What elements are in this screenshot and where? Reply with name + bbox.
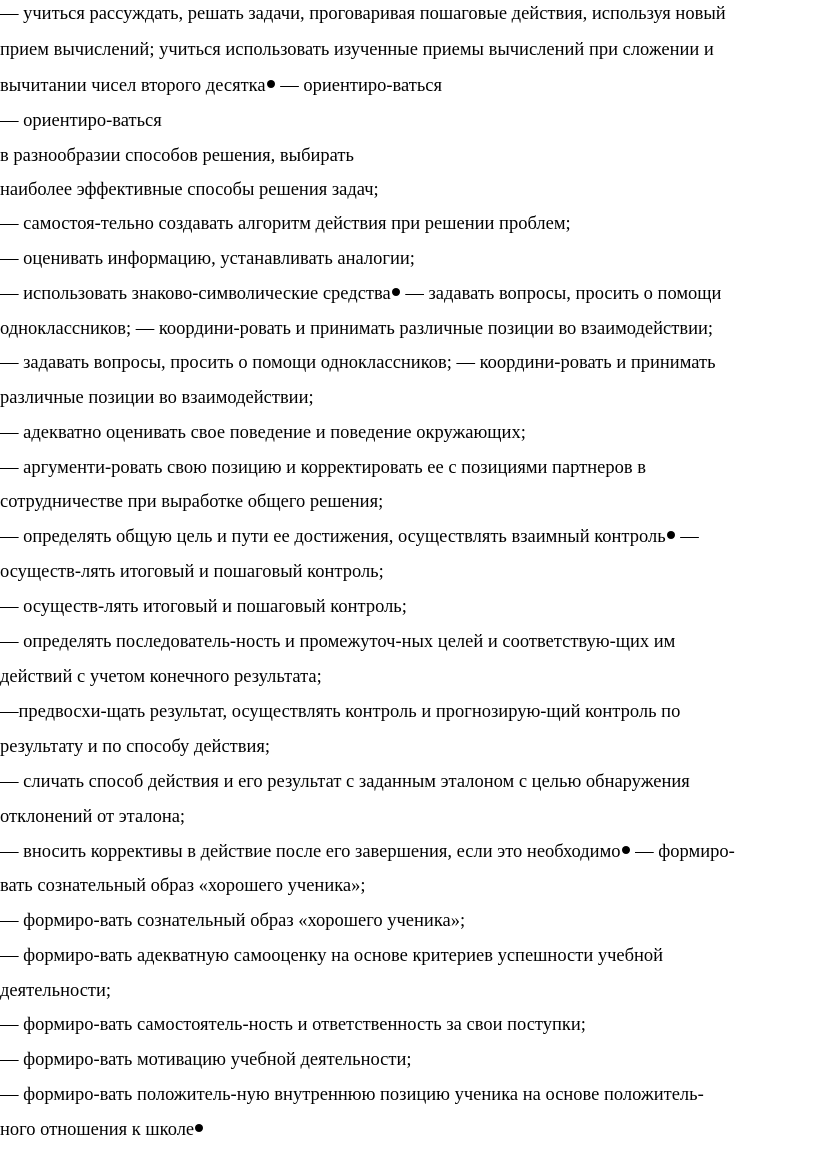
text-line	[0, 317, 713, 341]
text-line	[0, 1083, 704, 1107]
text-span: — задавать вопросы, просить о помощи одноклассников; — координи-ровать и принимать	[0, 353, 716, 373]
text-span: наиболее эффективные способы решения задач;	[0, 180, 379, 200]
text-span: — формиро-вать положитель-ную внутреннюю позицию ученика на основе положитель-	[0, 1085, 704, 1105]
text-line	[0, 74, 442, 98]
text-line	[0, 630, 675, 654]
text-line	[0, 840, 735, 864]
text-span: — ориентиро-ваться	[0, 111, 162, 131]
text-span: — задавать вопросы, просить о помощи	[400, 284, 722, 304]
bullet-dot-icon	[622, 846, 630, 854]
text-span: вычитании чисел второго десятка	[0, 76, 266, 96]
text-line	[0, 700, 680, 724]
bullet-dot-icon	[667, 531, 675, 539]
text-span: результату и по способу действия;	[0, 737, 271, 757]
text-line	[0, 1118, 204, 1142]
text-span: — использовать знаково-символические средства	[0, 284, 391, 304]
text-span: — ориентиро-ваться	[275, 76, 442, 96]
text-line	[0, 212, 571, 236]
text-span: в разнообразии способов решения, выбирать	[0, 146, 354, 166]
text-line	[0, 247, 415, 271]
text-line	[0, 560, 384, 584]
text-span: — сличать способ действия и его результат с заданным эталоном с целью обнаружения	[0, 772, 690, 792]
text-span: ного отношения к школе	[0, 1120, 195, 1140]
text-line	[0, 874, 366, 898]
text-line	[0, 805, 185, 829]
bullet-dot-icon	[195, 1124, 203, 1132]
text-line	[0, 665, 322, 689]
text-line	[0, 178, 379, 202]
text-span: действий с учетом конечного результата;	[0, 667, 322, 687]
text-span: — формиро-вать сознательный образ «хорошего ученика»;	[0, 911, 466, 931]
text-span: — самостоя-тельно создавать алгоритм действия при решении проблем;	[0, 214, 571, 234]
text-span: вать сознательный образ «хорошего ученика»;	[0, 876, 366, 896]
text-span: сотрудничестве при выработке общего решения;	[0, 492, 384, 512]
text-line	[0, 1013, 586, 1037]
text-span: — формиро-	[630, 842, 735, 862]
text-line	[0, 38, 714, 62]
text-span: — учиться рассуждать, решать задачи, проговаривая пошаговые действия, используя новый	[0, 4, 726, 24]
text-span: —предвосхи-щать результат, осуществлять контроль и прогнозирую-щий контроль по	[0, 702, 681, 722]
text-span: — адекватно оценивать свое поведение и поведение окружающих;	[0, 423, 526, 443]
text-line	[0, 144, 354, 168]
text-line	[0, 386, 314, 410]
text-line	[0, 944, 663, 968]
bullet-dot-icon	[392, 288, 400, 296]
text-span: — формиро-вать мотивацию учебной деятельности;	[0, 1050, 412, 1070]
text-line	[0, 109, 162, 133]
text-span: — аргументи-ровать свою позицию и корректировать ее с позициями партнеров в	[0, 458, 646, 478]
text-line	[0, 525, 699, 549]
text-span: —	[675, 527, 699, 547]
text-span: деятельности;	[0, 981, 112, 1001]
text-span: — оценивать информацию, устанавливать аналогии;	[0, 249, 415, 269]
text-line	[0, 456, 646, 480]
text-span: — вносить коррективы в действие после его завершения, если это необходимо	[0, 842, 621, 862]
text-span: осуществ-лять итоговый и пошаговый контроль;	[0, 562, 384, 582]
text-span: — определять общую цель и пути ее достижения, осуществлять взаимный контроль	[0, 527, 666, 547]
text-line	[0, 909, 465, 933]
text-line	[0, 490, 383, 514]
text-line	[0, 282, 721, 306]
text-span: — определять последователь-ность и промежуточ-ных целей и соответствую-щих им	[0, 632, 676, 652]
text-line	[0, 421, 526, 445]
text-line	[0, 2, 726, 26]
text-line	[0, 979, 111, 1003]
text-line	[0, 735, 270, 759]
text-span: — осуществ-лять итоговый и пошаговый контроль;	[0, 597, 407, 617]
text-span: прием вычислений; учиться использовать изученные приемы вычислений при сложении и	[0, 40, 714, 60]
text-line	[0, 351, 716, 375]
text-span: — формиро-вать адекватную самооценку на основе критериев успешности учебной	[0, 946, 664, 966]
text-span: одноклассников; — координи-ровать и принимать различные позиции во взаимодействии;	[0, 319, 714, 339]
text-span: различные позиции во взаимодействии;	[0, 388, 314, 408]
text-span: — формиро-вать самостоятель-ность и ответственность за свои поступки;	[0, 1015, 586, 1035]
text-line	[0, 770, 690, 794]
text-line	[0, 1048, 412, 1072]
text-span: отклонений от эталона;	[0, 807, 186, 827]
bullet-dot-icon	[267, 80, 275, 88]
text-line	[0, 595, 407, 619]
